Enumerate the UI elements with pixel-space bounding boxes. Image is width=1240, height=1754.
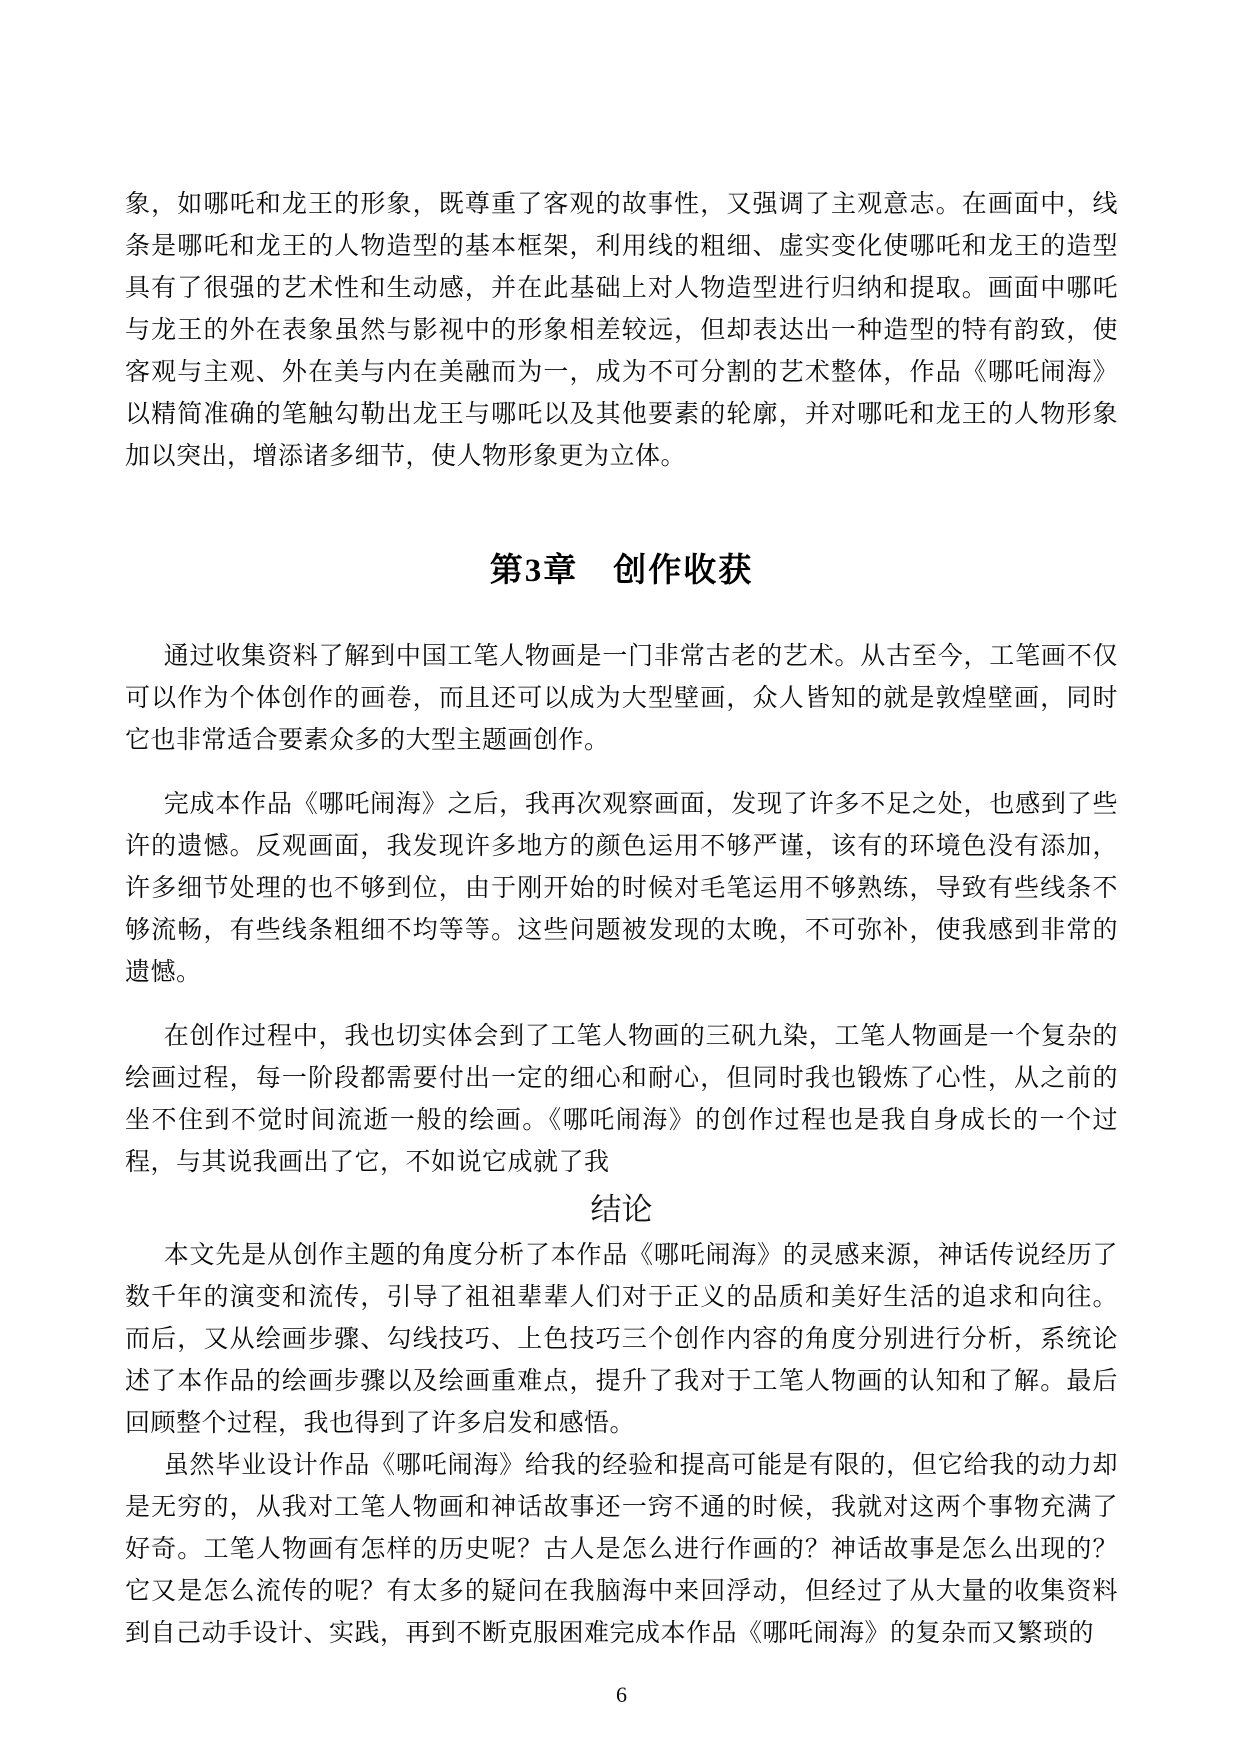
conclusion-paragraph: 虽然毕业设计作品《哪吒闹海》给我的经验和提高可能是有限的，但它给我的动力却是无穷的，从我对工笔人物画和神话故事还一窍不通的时候，我就对这两个事物充满了好奇。工笔人物画有怎样的历史呢？古人是怎么进行作画的？神话故事是怎么出现的？它又是怎么流传的呢？有太多的疑问在我脑海中来回浮动，但经过了从大量的收集资料到自己动手设计、实践，再到不断克服困难完成本作品《哪吒闹海》的复杂而又繁琐的 [125, 1452, 1118, 1647]
chapter-heading: 第3章 创作收获 [489, 553, 754, 589]
conclusion-heading: 结论 [590, 1192, 653, 1227]
chapter-paragraph: 通过收集资料了解到中国工笔人物画是一门非常古老的艺术。从古至今，工笔画不仅可以作为个体创作的画卷，而且还可以成为大型壁画，众人皆知的就是敦煌壁画，同时它也非常适合要素众多的大型主题画创作。 [125, 643, 1118, 754]
page-number: 6 [616, 1682, 627, 1707]
conclusion-paragraph: 本文先是从创作主题的角度分析了本作品《哪吒闹海》的灵感来源，神话传说经历了数千年的演变和流传，引导了祖祖辈辈人们对于正义的品质和美好生活的追求和向往。而后，又从绘画步骤、勾线技巧、上色技巧三个创作内容的角度分别进行分析，系统论述了本作品的绘画步骤以及绘画重难点，提升了我对于工笔人物画的认知和了解。最后回顾整个过程，我也得到了许多启发和感悟。 [125, 1242, 1118, 1437]
paragraph-continuation: 象，如哪吒和龙王的形象，既尊重了客观的故事性，又强调了主观意志。在画面中，线条是哪吒和龙王的人物造型的基本框架，利用线的粗细、虚实变化使哪吒和龙王的造型具有了很强的艺术性和生动感，并在此基础上对人物造型进行归纳和提取。画面中哪吒与龙王的外在表象虽然与影视中的形象相差较远，但却表达出一种造型的特有韵致，使客观与主观、外在美与内在美融而为一，成为不可分割的艺术整体，作品《哪吒闹海》以精简准确的笔触勾勒出龙王与哪吒以及其他要素的轮廓，并对哪吒和龙王的人物形象加以突出，增添诸多细节，使人物形象更为立体。 [125, 191, 1118, 470]
chapter-paragraph: 在创作过程中，我也切实体会到了工笔人物画的三矾九染，工笔人物画是一个复杂的绘画过程，每一阶段都需要付出一定的细心和耐心，但同时我也锻炼了心性，从之前的坐不住到不觉时间流逝一般的绘画。《哪吒闹海》的创作过程也是我自身成长的一个过程，与其说我画出了它，不如说它成就了我 [125, 1023, 1118, 1176]
chapter-paragraph: 完成本作品《哪吒闹海》之后，我再次观察画面，发现了许多不足之处，也感到了些许的遗憾。反观画面，我发现许多地方的颜色运用不够严谨，该有的环境色没有添加，许多细节处理的也不够到位，由于刚开始的时候对毛笔运用不够熟练，导致有些线条不够流畅，有些线条粗细不均等等。这些问题被发现的太晚，不可弥补，使我感到非常的遗憾。 [125, 791, 1118, 986]
